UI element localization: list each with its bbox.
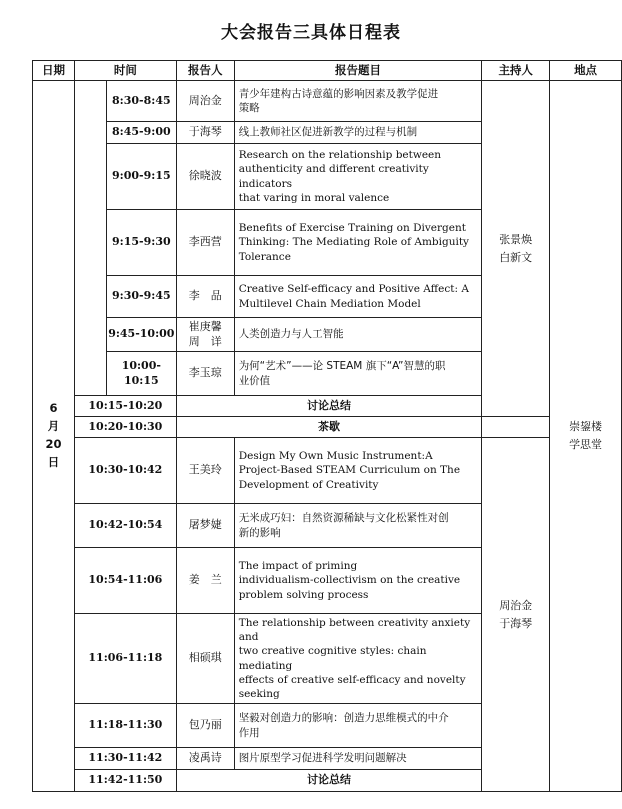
table-row	[33, 417, 622, 438]
header-place: 地点	[550, 61, 622, 81]
topic-cell: 线上教师社区促进新教学的过程与机制	[234, 122, 482, 144]
time-cell: 10:42-10:54	[74, 504, 176, 548]
tea-break-cell: 茶歇	[176, 417, 481, 438]
place-cell: 崇鋆楼 学思堂	[550, 81, 622, 792]
time-cell: 9:00-9:15	[106, 144, 176, 210]
speaker-cell: 相硕琪	[176, 614, 234, 704]
host-cell-morning: 张景焕 白新文	[482, 81, 550, 417]
topic-cell: 坚毅对创造力的影响：创造力思维模式的中介 作用	[234, 704, 482, 748]
discussion-cell: 讨论总结	[176, 770, 481, 792]
time-cell: 9:45-10:00	[106, 318, 176, 352]
speaker-cell: 屠梦婕	[176, 504, 234, 548]
speaker-cell: 姜 兰	[176, 548, 234, 614]
discussion-cell: 讨论总结	[176, 396, 481, 417]
time-cell: 8:45-9:00	[106, 122, 176, 144]
header-speaker: 报告人	[176, 61, 234, 81]
header-date: 日期	[33, 61, 75, 81]
header-topic: 报告题目	[234, 61, 482, 81]
speaker-cell: 凌禹诗	[176, 748, 234, 770]
time-cell: 10:20-10:30	[74, 417, 176, 438]
speaker-cell: 李玉琼	[176, 352, 234, 396]
topic-cell: Creative Self-efficacy and Positive Affect: A Multilevel Chain Mediation Model	[234, 276, 482, 318]
topic-cell: The impact of priming individualism-collectivism on the creative problem solving process	[234, 548, 482, 614]
topic-cell: Research on the relationship between authenticity and different creativity indicators that varing in moral valence	[234, 144, 482, 210]
header-time: 时间	[74, 61, 176, 81]
speaker-cell: 徐晓波	[176, 144, 234, 210]
time-cell: 11:18-11:30	[74, 704, 176, 748]
table-row	[33, 81, 622, 122]
table-row	[33, 438, 622, 504]
time-cell: 11:30-11:42	[74, 748, 176, 770]
time-cell: 9:30-9:45	[106, 276, 176, 318]
speaker-cell: 崔庚馨 周 详	[176, 318, 234, 352]
topic-cell: 图片原型学习促进科学发明问题解决	[234, 748, 482, 770]
page-title: 大会报告三具体日程表	[221, 23, 401, 43]
topic-cell: 人类创造力与人工智能	[234, 318, 482, 352]
time-cell: 10:54-11:06	[74, 548, 176, 614]
time-cell: 10:15-10:20	[74, 396, 176, 417]
time-cell: 10:00-10:15	[106, 352, 176, 396]
topic-cell: 无米成巧妇：自然资源稀缺与文化松紧性对创 新的影响	[234, 504, 482, 548]
host-empty-cell	[482, 417, 550, 438]
speaker-cell: 包乃丽	[176, 704, 234, 748]
host-cell-late: 周治金 于海琴	[482, 438, 550, 792]
speaker-cell: 王美玲	[176, 438, 234, 504]
time-cell: 10:30-10:42	[74, 438, 176, 504]
date-cell: 6 月 20 日	[33, 81, 75, 792]
time-cell: 8:30-8:45	[106, 81, 176, 122]
header-row	[33, 61, 622, 81]
spacer-cell	[74, 81, 106, 396]
topic-cell: The relationship between creativity anxiety and two creative cognitive styles: chain mediating effects of creative self-efficacy and novelty seeking	[234, 614, 482, 704]
topic-cell: Design My Own Music Instrument:A Project-Based STEAM Curriculum on The Development of Creativity	[234, 438, 482, 504]
speaker-cell: 周治金	[176, 81, 234, 122]
time-cell: 11:06-11:18	[74, 614, 176, 704]
time-cell: 9:15-9:30	[106, 210, 176, 276]
speaker-cell: 李 品	[176, 276, 234, 318]
topic-cell: 青少年建构古诗意蕴的影响因素及教学促进 策略	[234, 81, 482, 122]
topic-cell: Benefits of Exercise Training on Divergent Thinking: The Mediating Role of Ambiguity Tolerance	[234, 210, 482, 276]
speaker-cell: 于海琴	[176, 122, 234, 144]
speaker-cell: 李西营	[176, 210, 234, 276]
schedule-table	[32, 60, 622, 792]
topic-cell: 为何“艺术”——论 STEAM 旗下“A”智慧的职 业价值	[234, 352, 482, 396]
time-cell: 11:42-11:50	[74, 770, 176, 792]
header-host: 主持人	[482, 61, 550, 81]
